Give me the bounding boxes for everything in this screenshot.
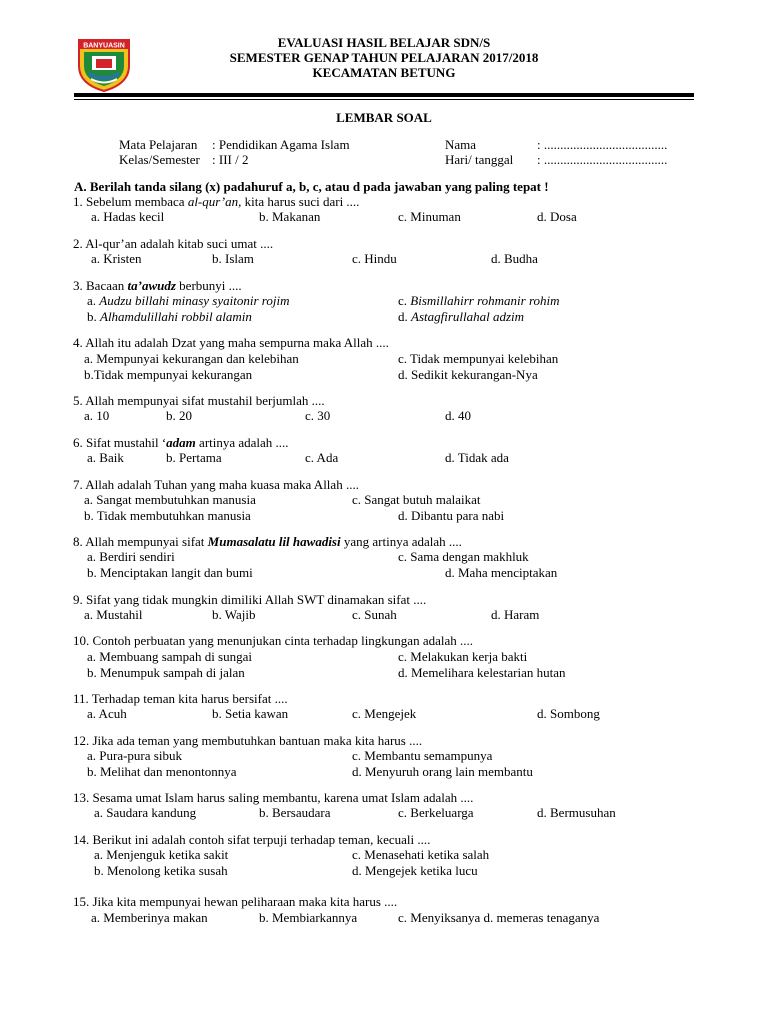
banyuasin-logo [75,36,133,92]
q14-option-c: c. Menasehati ketika salah [352,847,490,862]
q13-option-d: d. Bermusuhan [537,805,616,820]
question-13: 13. Sesama umat Islam harus saling membantu, karena umat Islam adalah .... [73,790,474,805]
q11-option-c: c. Mengejek [352,706,417,721]
q14-option-b: b. Menolong ketika susah [94,863,228,878]
question-7: 7. Allah adalah Tuhan yang maha kuasa maka Allah .... [73,477,359,492]
q14-option-d: d. Mengejek ketika lucu [352,863,478,878]
question-1: 1. Sebelum membaca al-qur’an, kita harus suci dari .... [73,194,360,209]
q13-option-a: a. Saudara kandung [94,805,197,820]
q8-option-c: c. Sama dengan makhluk [398,549,529,564]
q14-option-a: a. Menjenguk ketika sakit [94,847,229,862]
q8-option-b: b. Menciptakan langit dan bumi [87,565,253,580]
q8-option-a: a. Berdiri sendiri [87,549,175,564]
q12-option-a: a. Pura-pura sibuk [87,748,182,763]
question-9: 9. Sifat yang tidak mungkin dimiliki Allah SWT dinamakan sifat .... [73,592,427,607]
question-12: 12. Jika ada teman yang membutuhkan bantuan maka kita harus .... [73,733,423,748]
q12-option-b: b. Melihat dan menontonnya [87,764,237,779]
q2-option-b: b. Islam [212,251,254,266]
question-14: 14. Berikut ini adalah contoh sifat terpuji terhadap teman, kecuali .... [73,832,431,847]
question-6: 6. Sifat mustahil ‘adam artinya adalah .... [73,435,289,450]
q3-option-c: c. Bismillahirr rohmanir rohim [398,293,560,308]
q10-option-c: c. Melakukan kerja bakti [398,649,528,664]
q4-option-c: c. Tidak mempunyai kelebihan [398,351,559,366]
q11-option-d: d. Sombong [537,706,600,721]
q10-option-a: a. Membuang sampah di sungai [87,649,252,664]
question-3: 3. Bacaan ta’awudz berbunyi .... [73,278,242,293]
q9-option-a: a. Mustahil [84,607,143,622]
q6-option-c: c. Ada [305,450,339,465]
q4-option-b: b.Tidak mempunyai kekurangan [84,367,253,382]
q5-option-a: a. 10 [84,408,110,423]
q5-option-d: d. 40 [445,408,471,423]
q10-option-b: b. Menumpuk sampah di jalan [87,665,245,680]
q1-option-a: a. Hadas kecil [91,209,165,224]
q4-option-a: a. Mempunyai kekurangan dan kelebihan [84,351,299,366]
q9-option-d: d. Haram [491,607,540,622]
q13-option-c: c. Berkeluarga [398,805,474,820]
q15-option-c-d: c. Menyiksanya d. memeras tenaganya [398,910,600,925]
question-10: 10. Contoh perbuatan yang menunjukan cinta terhadap lingkungan adalah .... [73,633,473,648]
q4-option-d: d. Sedikit kekurangan-Nya [398,367,538,382]
question-5: 5. Allah mempunyai sifat mustahil berjumlah .... [73,393,325,408]
class-label: Kelas/Semester [119,152,200,167]
logo-text: BANYUASIN [83,42,125,50]
header-line-1: EVALUASI HASIL BELAJAR SDN/S [277,35,491,50]
name-value: : ...................................... [537,137,668,152]
q11-option-a: a. Acuh [87,706,127,721]
question-4: 4. Allah itu adalah Dzat yang maha sempurna maka Allah .... [73,335,389,350]
q1-option-d: d. Dosa [537,209,577,224]
q2-option-c: c. Hindu [352,251,397,266]
class-value: : III / 2 [212,152,249,167]
q6-option-d: d. Tidak ada [445,450,509,465]
q8-option-d: d. Maha menciptakan [445,565,558,580]
q3-option-a: a. Audzu billahi minasy syaitonir rojim [87,293,290,308]
q7-option-a: a. Sangat membutuhkan manusia [84,492,256,507]
question-8: 8. Allah mempunyai sifat Mumasalatu lil hawadisi yang artinya adalah .... [73,534,462,549]
q12-option-c: c. Membantu semampunya [352,748,493,763]
q7-option-b: b. Tidak membutuhkan manusia [84,508,251,523]
q1-option-c: c. Minuman [398,209,461,224]
q11-option-b: b. Setia kawan [212,706,289,721]
date-label: Hari/ tanggal [445,152,514,167]
question-15: 15. Jika kita mempunyai hewan peliharaan maka kita harus .... [73,894,398,909]
question-11: 11. Terhadap teman kita harus bersifat .... [73,691,288,706]
header-rule-thin [74,99,694,100]
sheet-title: LEMBAR SOAL [336,110,432,125]
q9-option-b: b. Wajib [212,607,256,622]
q5-option-c: c. 30 [305,408,331,423]
subject-label: Mata Pelajaran [119,137,198,152]
name-label: Nama [445,137,477,152]
q3-option-d: d. Astagfirullahal adzim [398,309,525,324]
q2-option-d: d. Budha [491,251,538,266]
q12-option-d: d. Menyuruh orang lain membantu [352,764,533,779]
q9-option-c: c. Sunah [352,607,397,622]
header-line-3: KECAMATAN BETUNG [312,65,456,80]
q3-option-b: b. Alhamdulillahi robbil alamin [87,309,252,324]
q7-option-d: d. Dibantu para nabi [398,508,505,523]
header-line-2: SEMESTER GENAP TAHUN PELAJARAN 2017/2018 [229,50,539,65]
q2-option-a: a. Kristen [91,251,142,266]
question-2: 2. Al-qur’an adalah kitab suci umat .... [73,236,274,251]
q13-option-b: b. Bersaudara [259,805,331,820]
q6-option-a: a. Baik [87,450,124,465]
instruction: A. Berilah tanda silang (x) padahuruf a, b, c, atau d pada jawaban yang paling tepat ! [74,179,549,194]
q7-option-c: c. Sangat butuh malaikat [352,492,481,507]
q6-option-b: b. Pertama [166,450,222,465]
date-value: : ...................................... [537,152,668,167]
q15-option-b: b. Membiarkannya [259,910,358,925]
q5-option-b: b. 20 [166,408,192,423]
q10-option-d: d. Memelihara kelestarian hutan [398,665,566,680]
header-rule-thick [74,93,694,97]
q1-option-b: b. Makanan [259,209,321,224]
q15-option-a: a. Memberinya makan [91,910,208,925]
subject-value: : Pendidikan Agama Islam [212,137,350,152]
